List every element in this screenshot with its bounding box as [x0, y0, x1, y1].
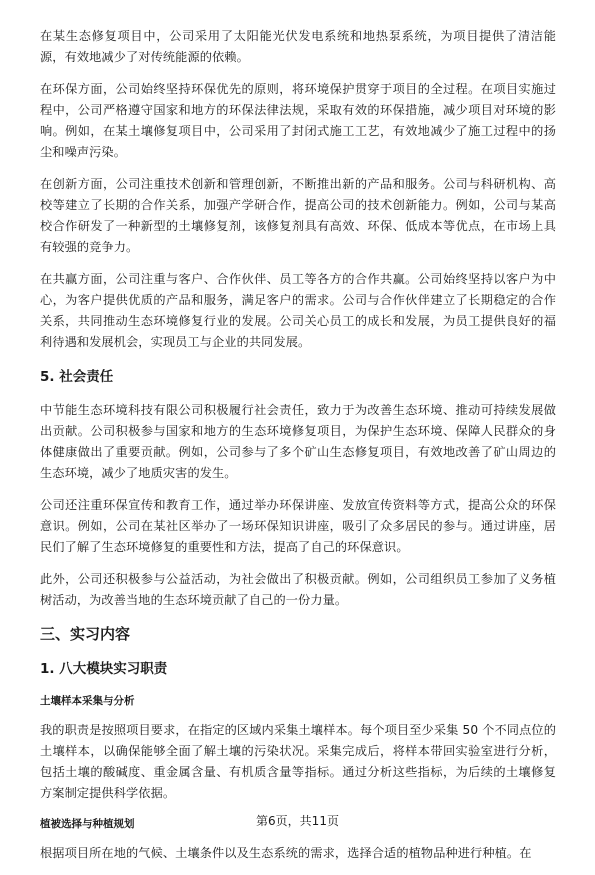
section-heading-social-responsibility: 5. 社会责任	[40, 369, 114, 385]
paragraph-vegetation: 根据项目所在地的气候、土壤条件以及生态系统的需求，选择合适的植物品种进行种植。在	[40, 846, 532, 860]
subheading-soil-sampling: 土壤样本采集与分析	[40, 695, 135, 707]
paragraph-soil-sampling: 我的职责是按照项目要求，在指定的区域内采集土壤样本。每个项目至少采集 50 个不同点位的土壤样本，以确保能够全面了解土壤的污染状况。采集完成后，将样本带回实验室进行分析，包括土壤的酸碱度、重金属含量、有机质含量等指标。通过分析这些指标，为后续的土壤修复方案制定提供科学依据。	[40, 723, 556, 800]
paragraph-social-3: 此外，公司还积极参与公益活动，为社会做出了积极贡献。例如，公司组织员工参加了义务植树活动，为改善当地的生态环境贡献了自己的一份力量。	[40, 572, 556, 607]
subheading-vegetation: 植被选择与种植规划	[40, 818, 135, 830]
paragraph-social-2: 公司还注重环保宣传和教育工作，通过举办环保讲座、发放宣传资料等方式，提高公众的环保意识。例如，公司在某社区举办了一场环保知识讲座，吸引了众多居民的参与。通过讲座，居民们了解了生态环境修复的重要性和方法，提高了自己的环保意识。	[40, 498, 556, 554]
page-number-footer: 第6页，共11页	[256, 814, 339, 828]
paragraph-innovation: 在创新方面，公司注重技术创新和管理创新，不断推出新的产品和服务。公司与科研机构、高校等建立了长期的合作关系，加强产学研合作，提高公司的技术创新能力。例如，公司与某高校合作研发了一种新型的土壤修复剂，该修复剂具有高效、环保、低成本等优点，在市场上具有较强的竞争力。	[40, 177, 556, 254]
paragraph-environment: 在环保方面，公司始终坚持环保优先的原则，将环境保护贯穿于项目的全过程。在项目实施过程中，公司严格遵守国家和地方的环保法律法规，采取有效的环保措施，减少项目对环境的影响。例如，在某土壤修复项目中，公司采用了封闭式施工工艺，有效地减少了施工过程中的扬尘和噪声污染。	[40, 82, 556, 159]
chapter-heading-internship: 三、实习内容	[40, 625, 131, 643]
section-heading-modules: 1. 八大模块实习职责	[40, 661, 168, 677]
paragraph-win-win: 在共赢方面，公司注重与客户、合作伙伴、员工等各方的合作共赢。公司始终坚持以客户为中心，为客户提供优质的产品和服务，满足客户的需求。公司与合作伙伴建立了长期稳定的合作关系，共同推动生态环境修复行业的发展。公司关心员工的成长和发展，为员工提供良好的福利待遇和发展机会，实现员工与企业的共同发展。	[40, 272, 556, 349]
paragraph-social-1: 中节能生态环境科技有限公司积极履行社会责任，致力于为改善生态环境、推动可持续发展做出贡献。公司积极参与国家和地方的生态环境修复项目，为保护生态环境、保障人民群众的身体健康做出了重要贡献。例如，公司参与了多个矿山生态修复项目，有效地改善了矿山周边的生态环境，减少了地质灾害的发生。	[40, 403, 556, 480]
paragraph-energy: 在某生态修复项目中，公司采用了太阳能光伏发电系统和地热泵系统，为项目提供了清洁能源，有效地减少了对传统能源的依赖。	[40, 29, 556, 64]
page-content	[40, 26, 556, 875]
